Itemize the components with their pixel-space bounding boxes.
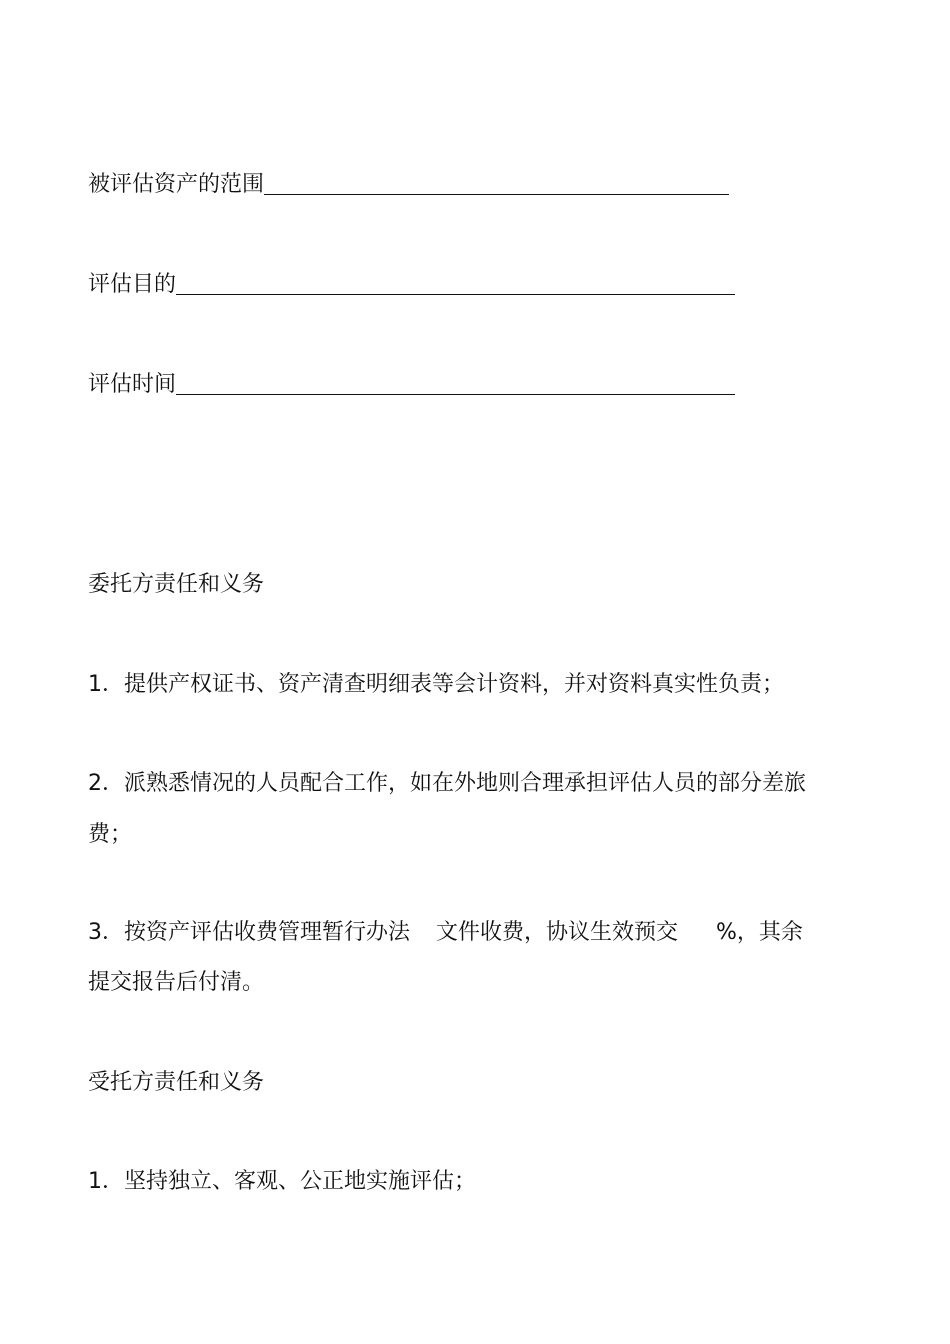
purpose-label: 评估目的 [88,272,177,297]
contractor-heading: 受托方责任和义务 [88,1070,265,1095]
scope-field [88,172,729,198]
client-item-2-line-2: 费； [88,822,133,847]
time-label: 评估时间 [88,372,177,397]
client-item-2-line-1: 2．派熟悉情况的人员配合工作，如在外地则合理承担评估人员的部分差旅 [88,771,806,796]
client-heading: 委托方责任和义务 [88,572,265,597]
scope-blank[interactable] [264,172,729,195]
client-item-3-part-1: 3．按资产评估收费管理暂行办法 [88,920,410,945]
scope-label: 被评估资产的范围 [88,172,265,197]
contractor-item-1: 1．坚持独立、客观、公正地实施评估； [88,1169,476,1194]
time-blank[interactable] [176,372,735,395]
client-item-3-part-2: 文件收费，协议生效预交 [436,920,679,945]
client-item-3-part-3: %，其余 [716,920,803,945]
purpose-blank[interactable] [176,272,735,295]
time-field [88,372,735,398]
purpose-field [88,272,735,298]
client-item-3-line-1 [88,920,803,946]
client-item-1: 1．提供产权证书、资产清查明细表等会计资料，并对资料真实性负责； [88,672,784,697]
client-item-3-line-2: 提交报告后付清。 [88,970,265,995]
